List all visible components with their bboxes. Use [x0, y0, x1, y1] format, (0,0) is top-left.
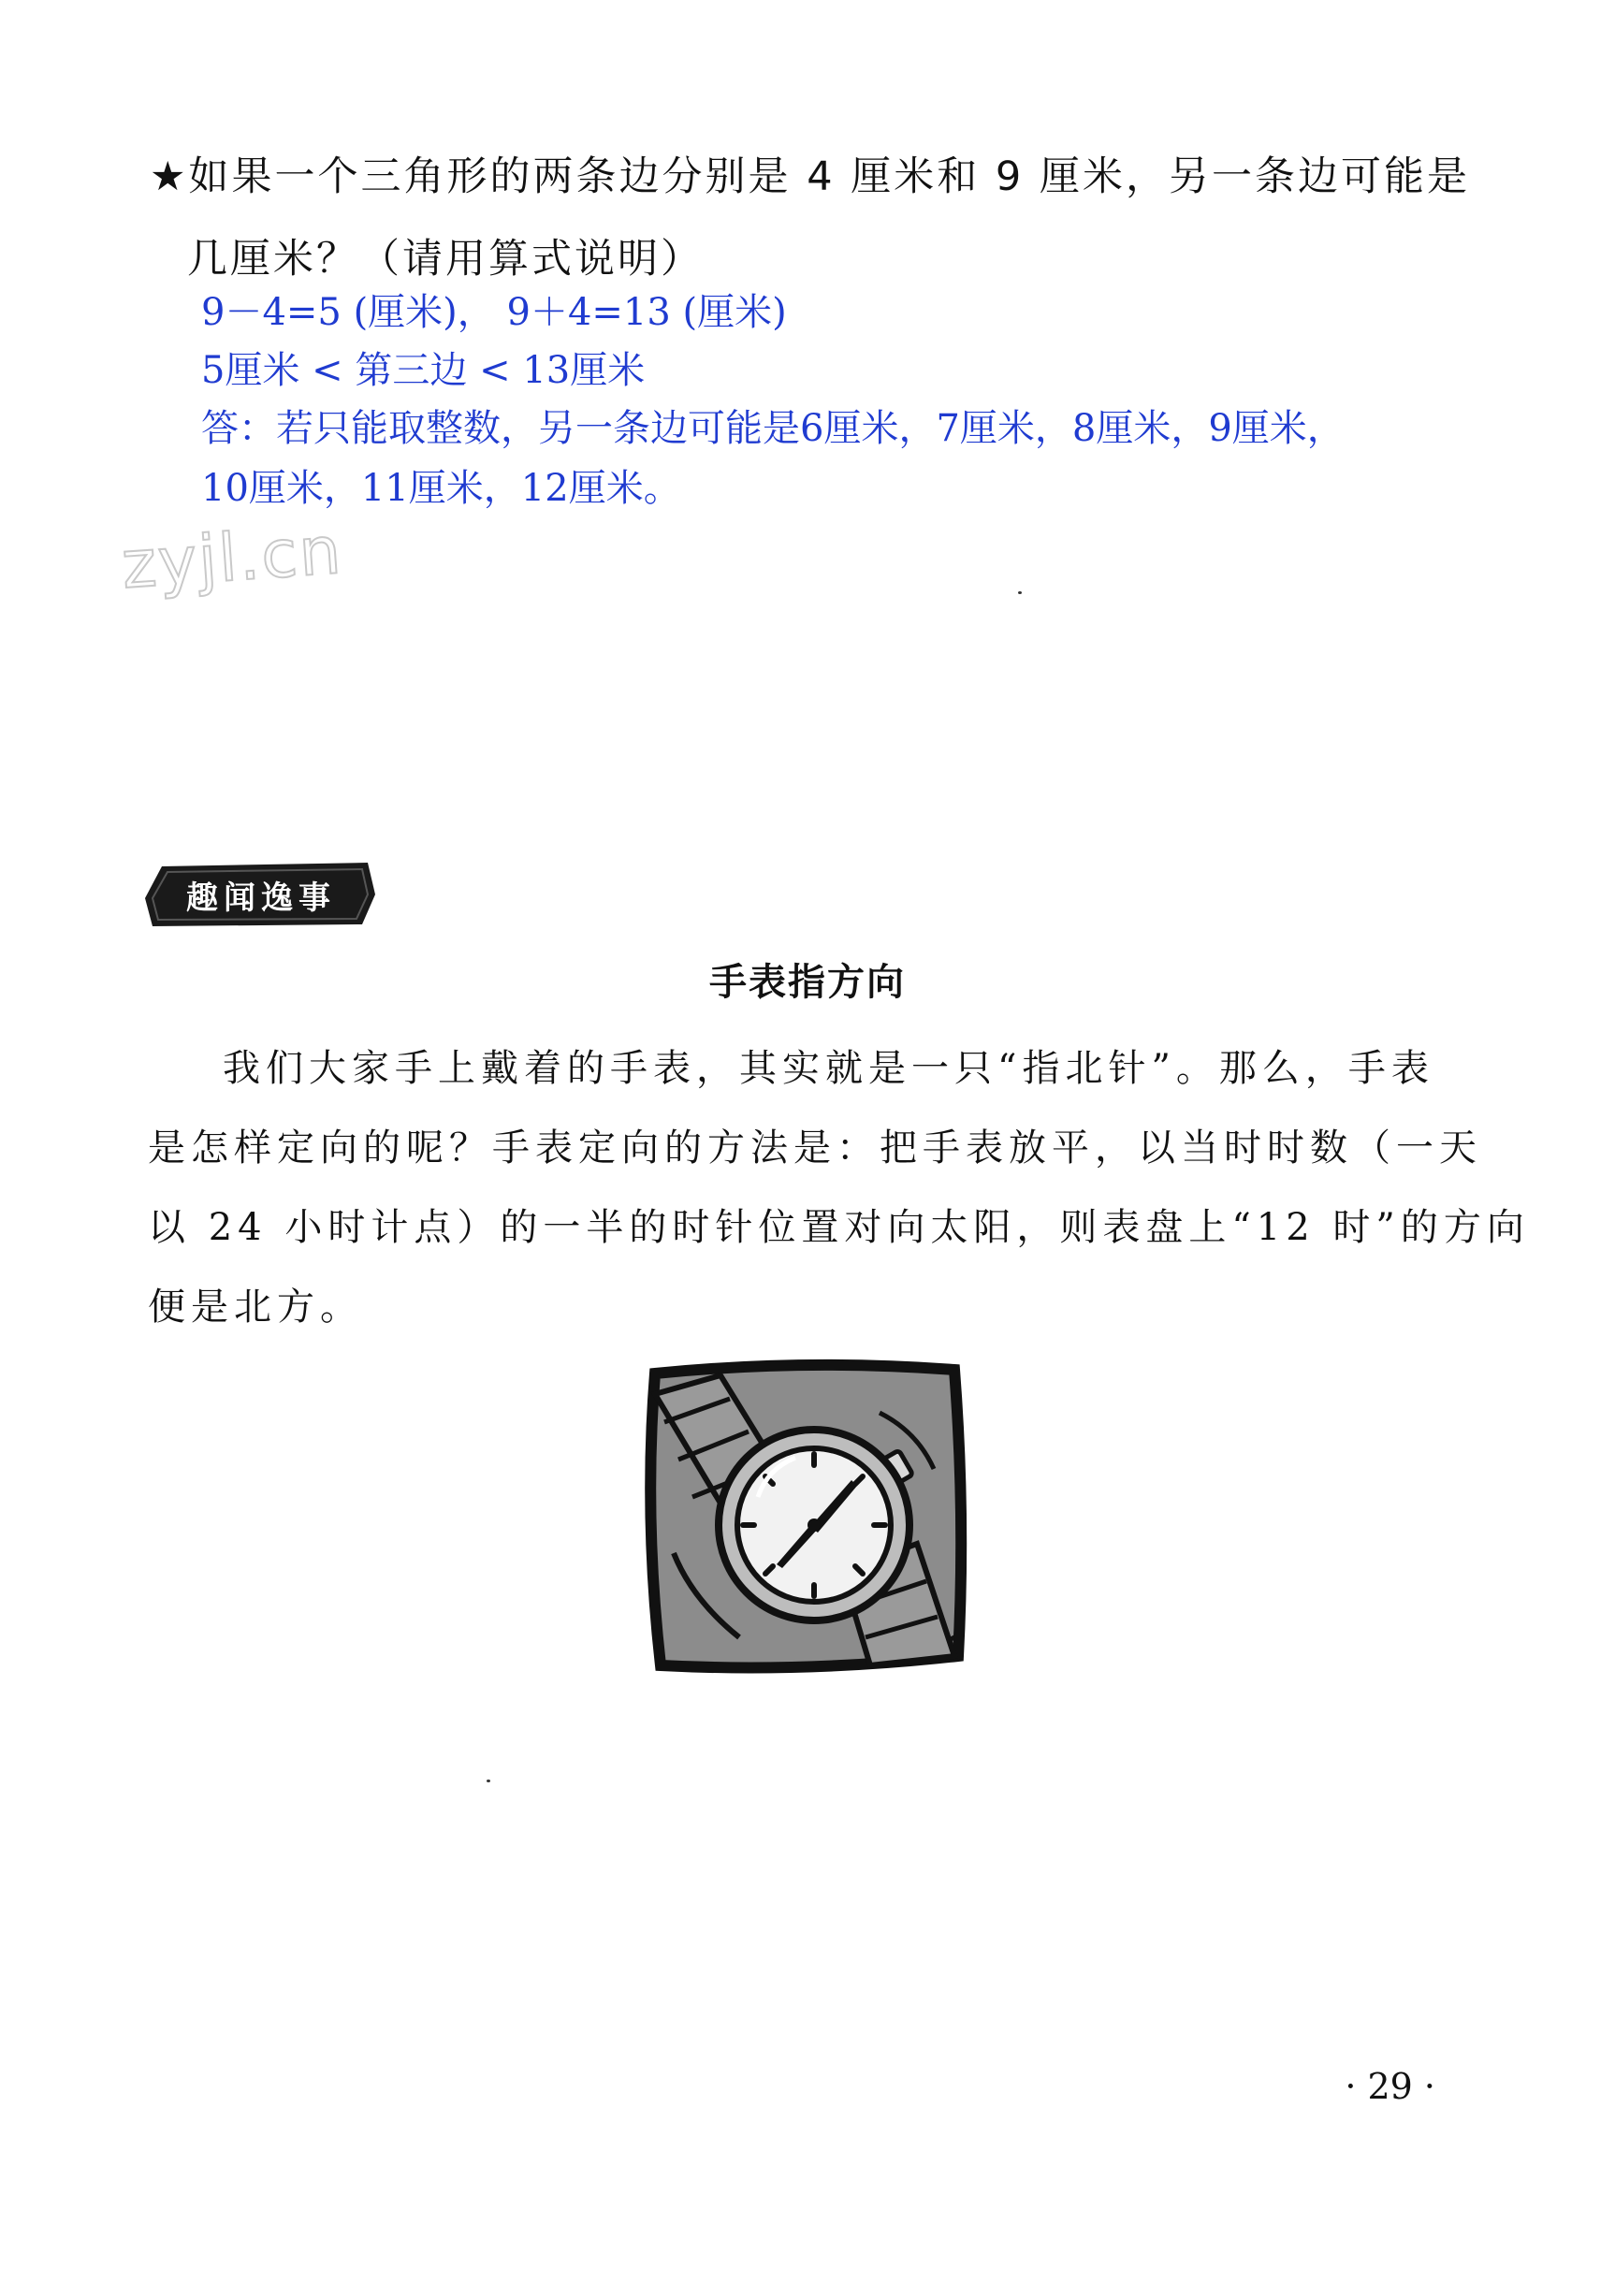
question-line-1: ★如果一个三角形的两条边分别是 4 厘米和 9 厘米，另一条边可能是 — [150, 153, 1470, 200]
watermark: zyjl.cn — [119, 511, 345, 604]
article-line-1: 我们大家手上戴着的手表，其实就是一只“指北针”。那么，手表 — [223, 1047, 1434, 1090]
speck — [487, 1780, 490, 1782]
section-badge-label: 趣闻逸事 — [186, 879, 336, 917]
wristwatch-illustration — [636, 1357, 973, 1684]
answer-line-4: 10厘米，11厘米，12厘米。 — [201, 467, 681, 510]
article-line-2: 是怎样定向的呢？手表定向的方法是：把手表放平，以当时时数（一天 — [148, 1126, 1482, 1170]
question-line-2: 几厘米？（请用算式说明） — [187, 236, 704, 283]
answer-line-3: 答：若只能取整数，另一条边可能是6厘米，7厘米，8厘米，9厘米， — [201, 407, 1345, 450]
article-line-3: 以 24 小时计点）的一半的时针位置对向太阳，则表盘上“12 时”的方向 — [148, 1206, 1530, 1249]
speck — [1018, 591, 1022, 594]
article-title: 手表指方向 — [709, 961, 906, 1004]
section-badge — [145, 861, 377, 928]
page-number: · 29 · — [1345, 2066, 1435, 2107]
article-line-4: 便是北方。 — [148, 1286, 363, 1329]
answer-line-2: 5厘米 < 第三边 < 13厘米 — [201, 349, 646, 392]
answer-line-1: 9－4=5 (厘米)， 9＋4=13 (厘米) — [201, 291, 787, 334]
